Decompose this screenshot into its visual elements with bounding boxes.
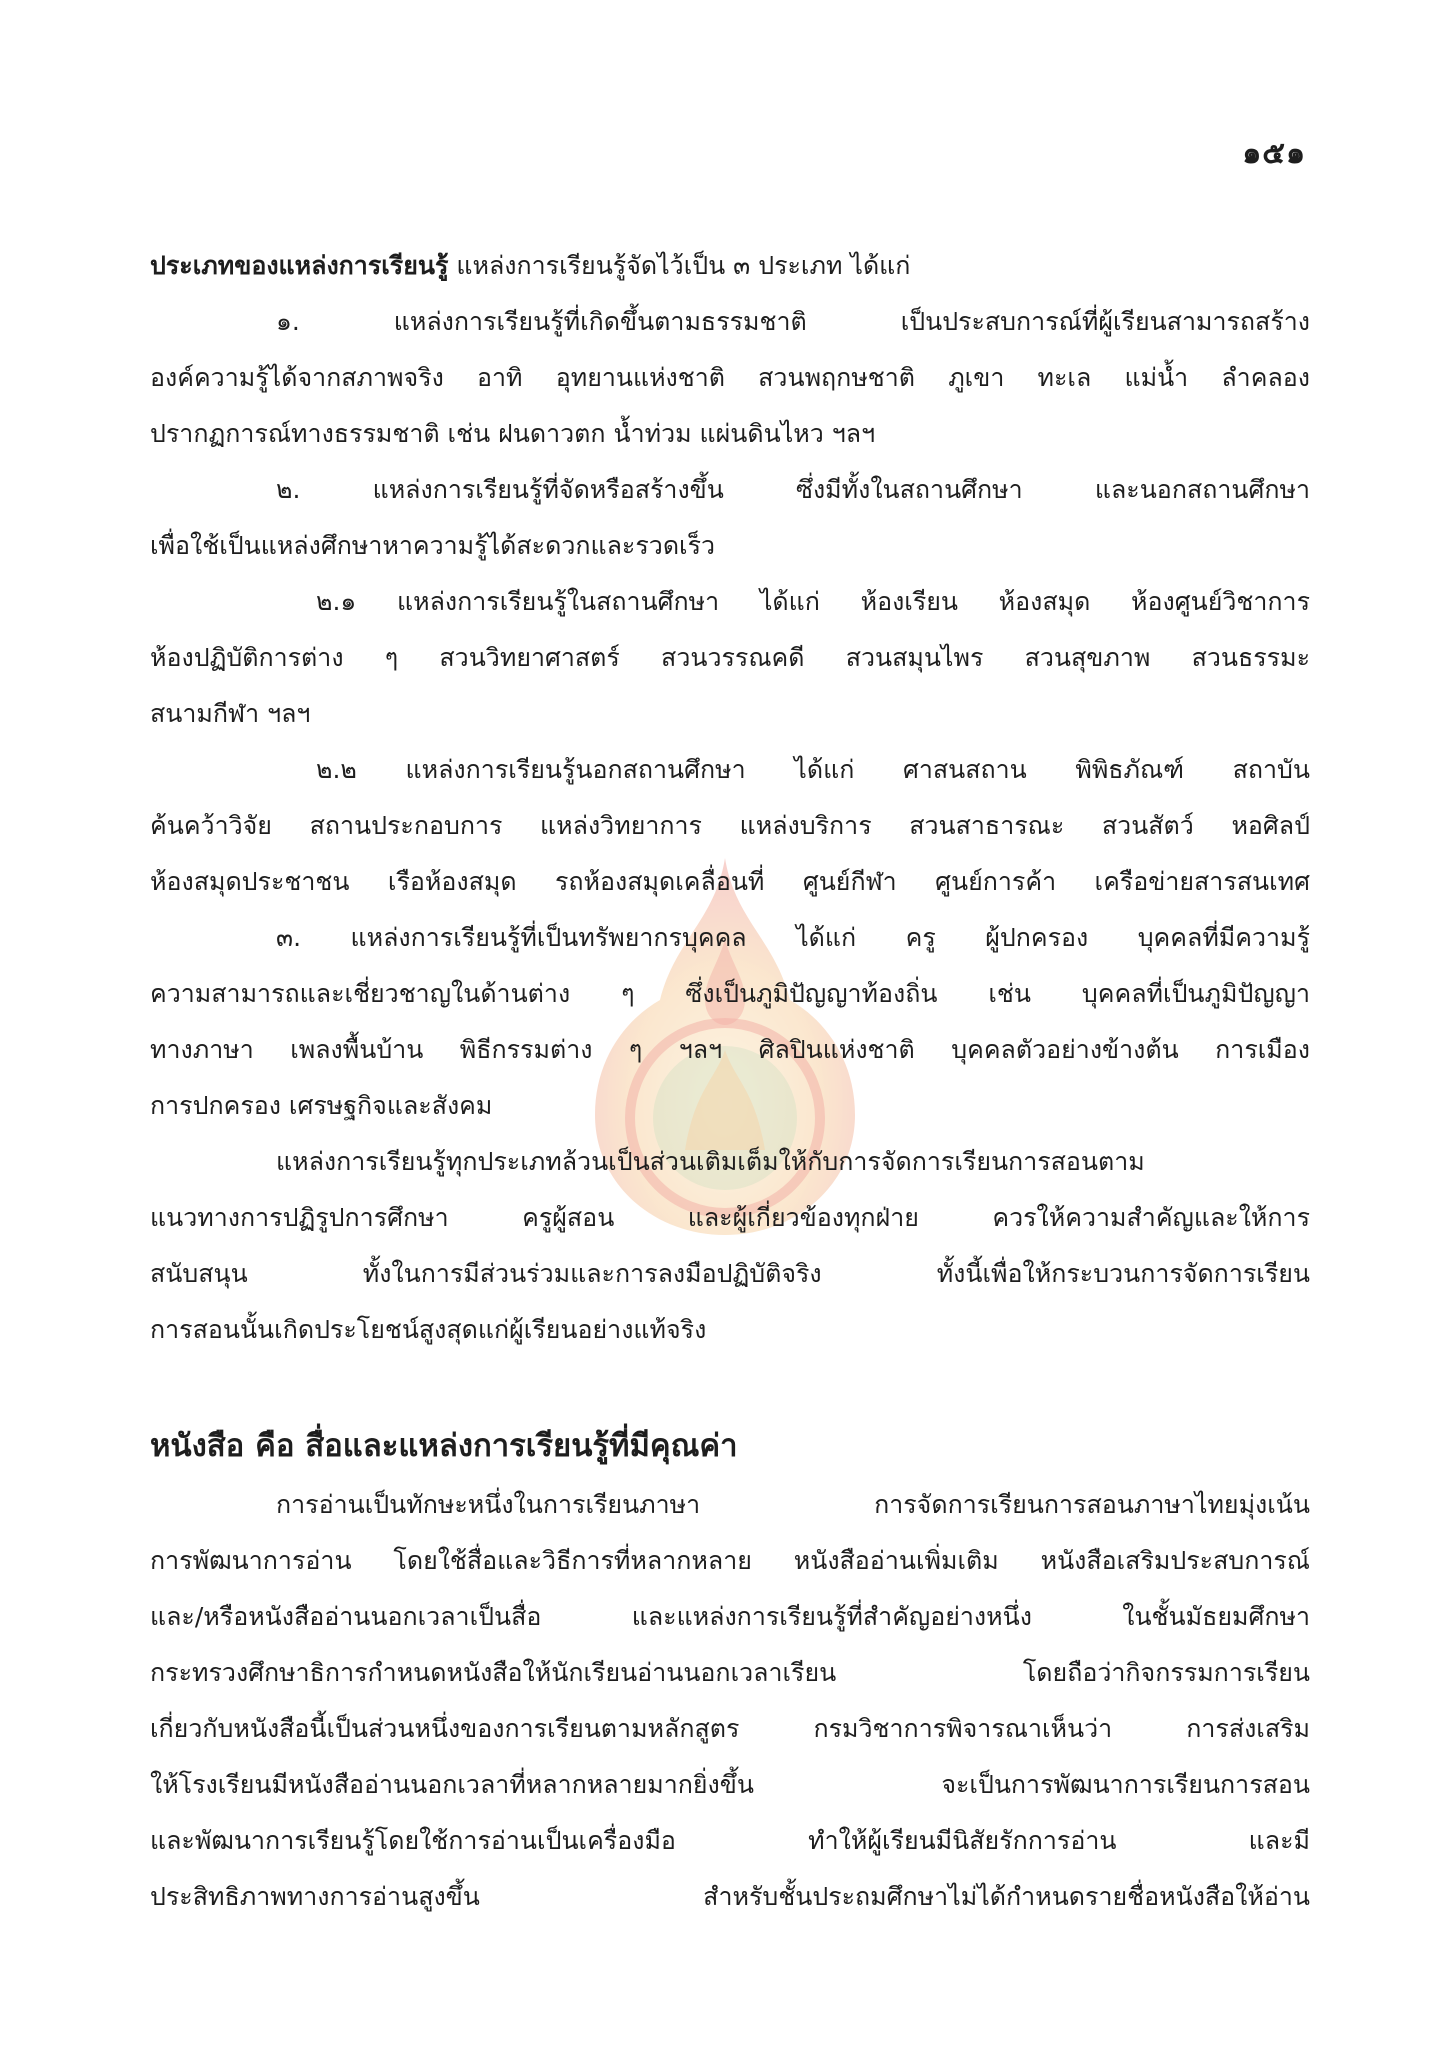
page-number: ๑๕๑	[1242, 136, 1306, 171]
section-books-as-resources	[150, 1415, 1310, 1925]
paragraph-line: การอ่านเป็นทักษะหนึ่งในการเรียนภาษา การจัดการเรียนการสอนภาษาไทยมุ่งเน้น	[276, 1490, 1310, 1519]
paragraph-line: ประสิทธิภาพทางการอ่านสูงขึ้น สำหรับชั้นประถมศึกษาไม่ได้กำหนดรายชื่อหนังสือให้อ่าน	[150, 1882, 1310, 1911]
paragraph-line: ๒.๑ แหล่งการเรียนรู้ในสถานศึกษา ได้แก่ ห้องเรียน ห้องสมุด ห้องศูนย์วิชาการ	[316, 587, 1310, 616]
paragraph-line: ๑. แหล่งการเรียนรู้ที่เกิดขึ้นตามธรรมชาติ เป็นประสบการณ์ที่ผู้เรียนสามารถสร้าง	[276, 307, 1310, 336]
paragraph-line: แนวทางการปฏิรูปการศึกษา ครูผู้สอน และผู้เกี่ยวข้องทุกฝ่าย ควรให้ความสำคัญและให้การ	[150, 1203, 1310, 1232]
paragraph-line: ให้โรงเรียนมีหนังสืออ่านนอกเวลาที่หลากหลายมากยิ่งขึ้น จะเป็นการพัฒนาการเรียนการสอน	[150, 1770, 1310, 1799]
paragraph-line: ห้องสมุดประชาชน เรือห้องสมุด รถห้องสมุดเคลื่อนที่ ศูนย์กีฬา ศูนย์การค้า เครือข่ายสารสนเทศ	[150, 867, 1310, 896]
section-heading	[150, 238, 1310, 294]
paragraph-line: เกี่ยวกับหนังสือนี้เป็นส่วนหนึ่งของการเรียนตามหลักสูตร กรมวิชาการพิจารณาเห็นว่า การส่งเสริม	[150, 1714, 1310, 1743]
paragraph-line: ห้องปฏิบัติการต่าง ๆ สวนวิทยาศาสตร์ สวนวรรณคดี สวนสมุนไพร สวนสุขภาพ สวนธรรมะ	[150, 643, 1310, 672]
section-learning-resource-types	[150, 238, 1310, 1358]
paragraph-line: แหล่งการเรียนรู้ทุกประเภทล้วนเป็นส่วนเติมเต็มให้กับการจัดการเรียนการสอนตาม	[276, 1147, 1145, 1176]
paragraph-line: การปกครอง เศรษฐกิจและสังคม	[150, 1091, 493, 1120]
paragraph-line: และพัฒนาการเรียนรู้โดยใช้การอ่านเป็นเครื่องมือ ทำให้ผู้เรียนมีนิสัยรักการอ่าน และมี	[150, 1826, 1310, 1855]
paragraph-line: ๒.๒ แหล่งการเรียนรู้นอกสถานศึกษา ได้แก่ ศาสนสถาน พิพิธภัณฑ์ สถาบัน	[316, 755, 1310, 784]
section-heading-bold: ประเภทของแหล่งการเรียนรู้	[150, 251, 449, 280]
paragraph-line: เพื่อใช้เป็นแหล่งศึกษาหาความรู้ได้สะดวกและรวดเร็ว	[150, 531, 716, 560]
section-heading: หนังสือ คือ สื่อและแหล่งการเรียนรู้ที่มีคุณค่า	[150, 1428, 738, 1464]
paragraph-line: การสอนนั้นเกิดประโยชน์สูงสุดแก่ผู้เรียนอย่างแท้จริง	[150, 1315, 707, 1344]
paragraph-line: การพัฒนาการอ่าน โดยใช้สื่อและวิธีการที่หลากหลาย หนังสืออ่านเพิ่มเติม หนังสือเสริมประสบการณ์	[150, 1546, 1310, 1575]
paragraph-line: ค้นคว้าวิจัย สถานประกอบการ แหล่งวิทยาการ แหล่งบริการ สวนสาธารณะ สวนสัตว์ หอศิลป์	[150, 811, 1310, 840]
paragraph-line: สนามกีฬา ฯลฯ	[150, 699, 311, 728]
paragraph-line: ๓. แหล่งการเรียนรู้ที่เป็นทรัพยากรบุคคล ได้แก่ ครู ผู้ปกครอง บุคคลที่มีความรู้	[276, 923, 1310, 952]
paragraph-line: และ/หรือหนังสืออ่านนอกเวลาเป็นสื่อ และแหล่งการเรียนรู้ที่สำคัญอย่างหนึ่ง ในชั้นมัธยมศึกษา	[150, 1602, 1310, 1631]
paragraph-line: ๒. แหล่งการเรียนรู้ที่จัดหรือสร้างขึ้น ซึ่งมีทั้งในสถานศึกษา และนอกสถานศึกษา	[276, 475, 1310, 504]
paragraph-line: ปรากฏการณ์ทางธรรมชาติ เช่น ฝนดาวตก น้ำท่วม แผ่นดินไหว ฯลฯ	[150, 419, 876, 448]
paragraph-line: องค์ความรู้ได้จากสภาพจริง อาทิ อุทยานแห่งชาติ สวนพฤกษชาติ ภูเขา ทะเล แม่น้ำ ลำคลอง	[150, 363, 1310, 392]
paragraph-line: กระทรวงศึกษาธิการกำหนดหนังสือให้นักเรียนอ่านนอกเวลาเรียน โดยถือว่ากิจกรรมการเรียน	[150, 1658, 1310, 1687]
paragraph-line: สนับสนุน ทั้งในการมีส่วนร่วมและการลงมือปฏิบัติจริง ทั้งนี้เพื่อให้กระบวนการจัดการเรียน	[150, 1259, 1310, 1288]
paragraph-line: ทางภาษา เพลงพื้นบ้าน พิธีกรรมต่าง ๆ ฯลฯ ศิลปินแห่งชาติ บุคคลตัวอย่างข้างต้น การเมือง	[150, 1035, 1310, 1064]
section-heading-rest: แหล่งการเรียนรู้จัดไว้เป็น ๓ ประเภท ได้แก่	[448, 251, 911, 280]
paragraph-line: ความสามารถและเชี่ยวชาญในด้านต่าง ๆ ซึ่งเป็นภูมิปัญญาท้องถิ่น เช่น บุคคลที่เป็นภูมิปัญญา	[150, 979, 1310, 1008]
